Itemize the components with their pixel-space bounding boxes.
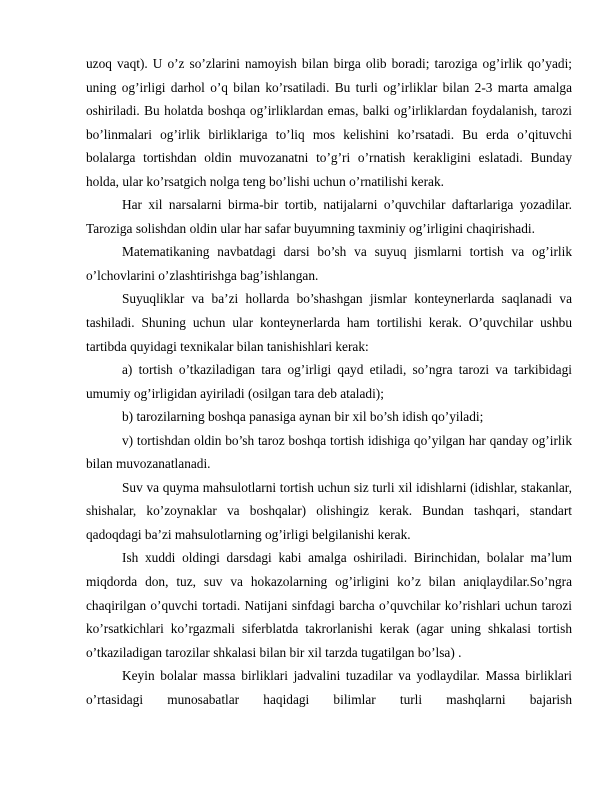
paragraph-8: Suv va quyma mahsulotlarni tortish uchun siz turli xil idishlarni (idishlar, stakanlar, shishalar, ko’zoynaklar va boshqalar) olishingiz kerak. Bundan tashqari, standart qadoqdagi ba’zi mahsulotlarning og’irligi belgilanishi kerak. [86, 479, 572, 542]
list-item-a: a) tortish o’tkaziladigan tara og’irligi qayd etiladi, so’ngra tarozi va tarkibidagi umumiy og’irligidan ayiriladi (osilgan tara deb ataladi); [86, 362, 572, 401]
paragraph-9: Ish xuddi oldingi darsdagi kabi amalga oshiriladi. Birinchidan, bolalar ma’lum miqdorda don, tuz, suv va hokazolarning og’irligini ko’z bilan aniqlaydilar.So’ngra chaqirilgan o’quvchi tortadi. Natijani sinfdagi barcha o’quvchilar ko’rishlari uchun tarozi ko’rsatkichlari ko’rgazmali siferblatda takrorlanishi kerak (agar uning shkalasi tortish o’tkaziladigan tarozilar shkalasi bilan bir xil tarzda tugatilgan bo’lsa) . [86, 550, 572, 660]
paragraph-1: uzoq vaqt). U o’z so’zlarini namoyish bilan birga olib boradi; taroziga og’irlik qo’yadi; uning og’irligi darhol o’q bilan ko’rsatiladi. Bu turli og’irliklar bilan 2-3 marta amalga oshiriladi. Bu holatda boshqa og’irliklardan emas, balki og’irliklardan foydalanish, tarozi bo’linmalari og’irlik birliklariga to’liq mos kelishini ko’rsatadi. Bu erda o’qituvchi bolalarga tortishdan oldin muvozanatni to’g’ri o’rnatish kerakligini eslatadi. Bunday holda, ular ko’rsatgich nolga teng bo’lishi uchun o’rnatilishi kerak. [86, 56, 572, 189]
paragraph-4: Suyuqliklar va ba’zi hollarda bo’shashgan jismlar konteynerlarda saqlanadi va tashiladi. Shuning uchun ular konteynerlarda ham tortilishi kerak. O’quvchilar ushbu tartibda quyidagi texnikalar bilan tanishishlari kerak: [86, 291, 572, 354]
list-item-v: v) tortishdan oldin bo’sh taroz boshqa tortish idishiga qo’yilgan har qanday og’irlik bilan muvozanatlanadi. [86, 432, 572, 472]
paragraph-2: Har xil narsalarni birma-bir tortib, natijalarni o’quvchilar daftarlariga yozadilar. Taroziga solishdan oldin ular har safar buyumning taxminiy og’irligini chaqirishadi. [86, 197, 572, 236]
document-body [86, 52, 572, 711]
list-item-b: b) tarozilarning boshqa panasiga aynan bir xil bo’sh idish qo’yiladi; [122, 409, 484, 425]
paragraph-3: Matematikaning navbatdagi darsi bo’sh va suyuq jismlarni tortish va og’irlik o’lchovlarini o’zlashtirishga bag’ishlangan. [86, 244, 572, 283]
paragraph-10: Keyin bolalar massa birliklari jadvalini tuzadilar va yodlaydilar. Massa birliklari o’rtasidagi munosabatlar haqidagi bilimlar turli mashqlarni bajarish [86, 668, 572, 707]
